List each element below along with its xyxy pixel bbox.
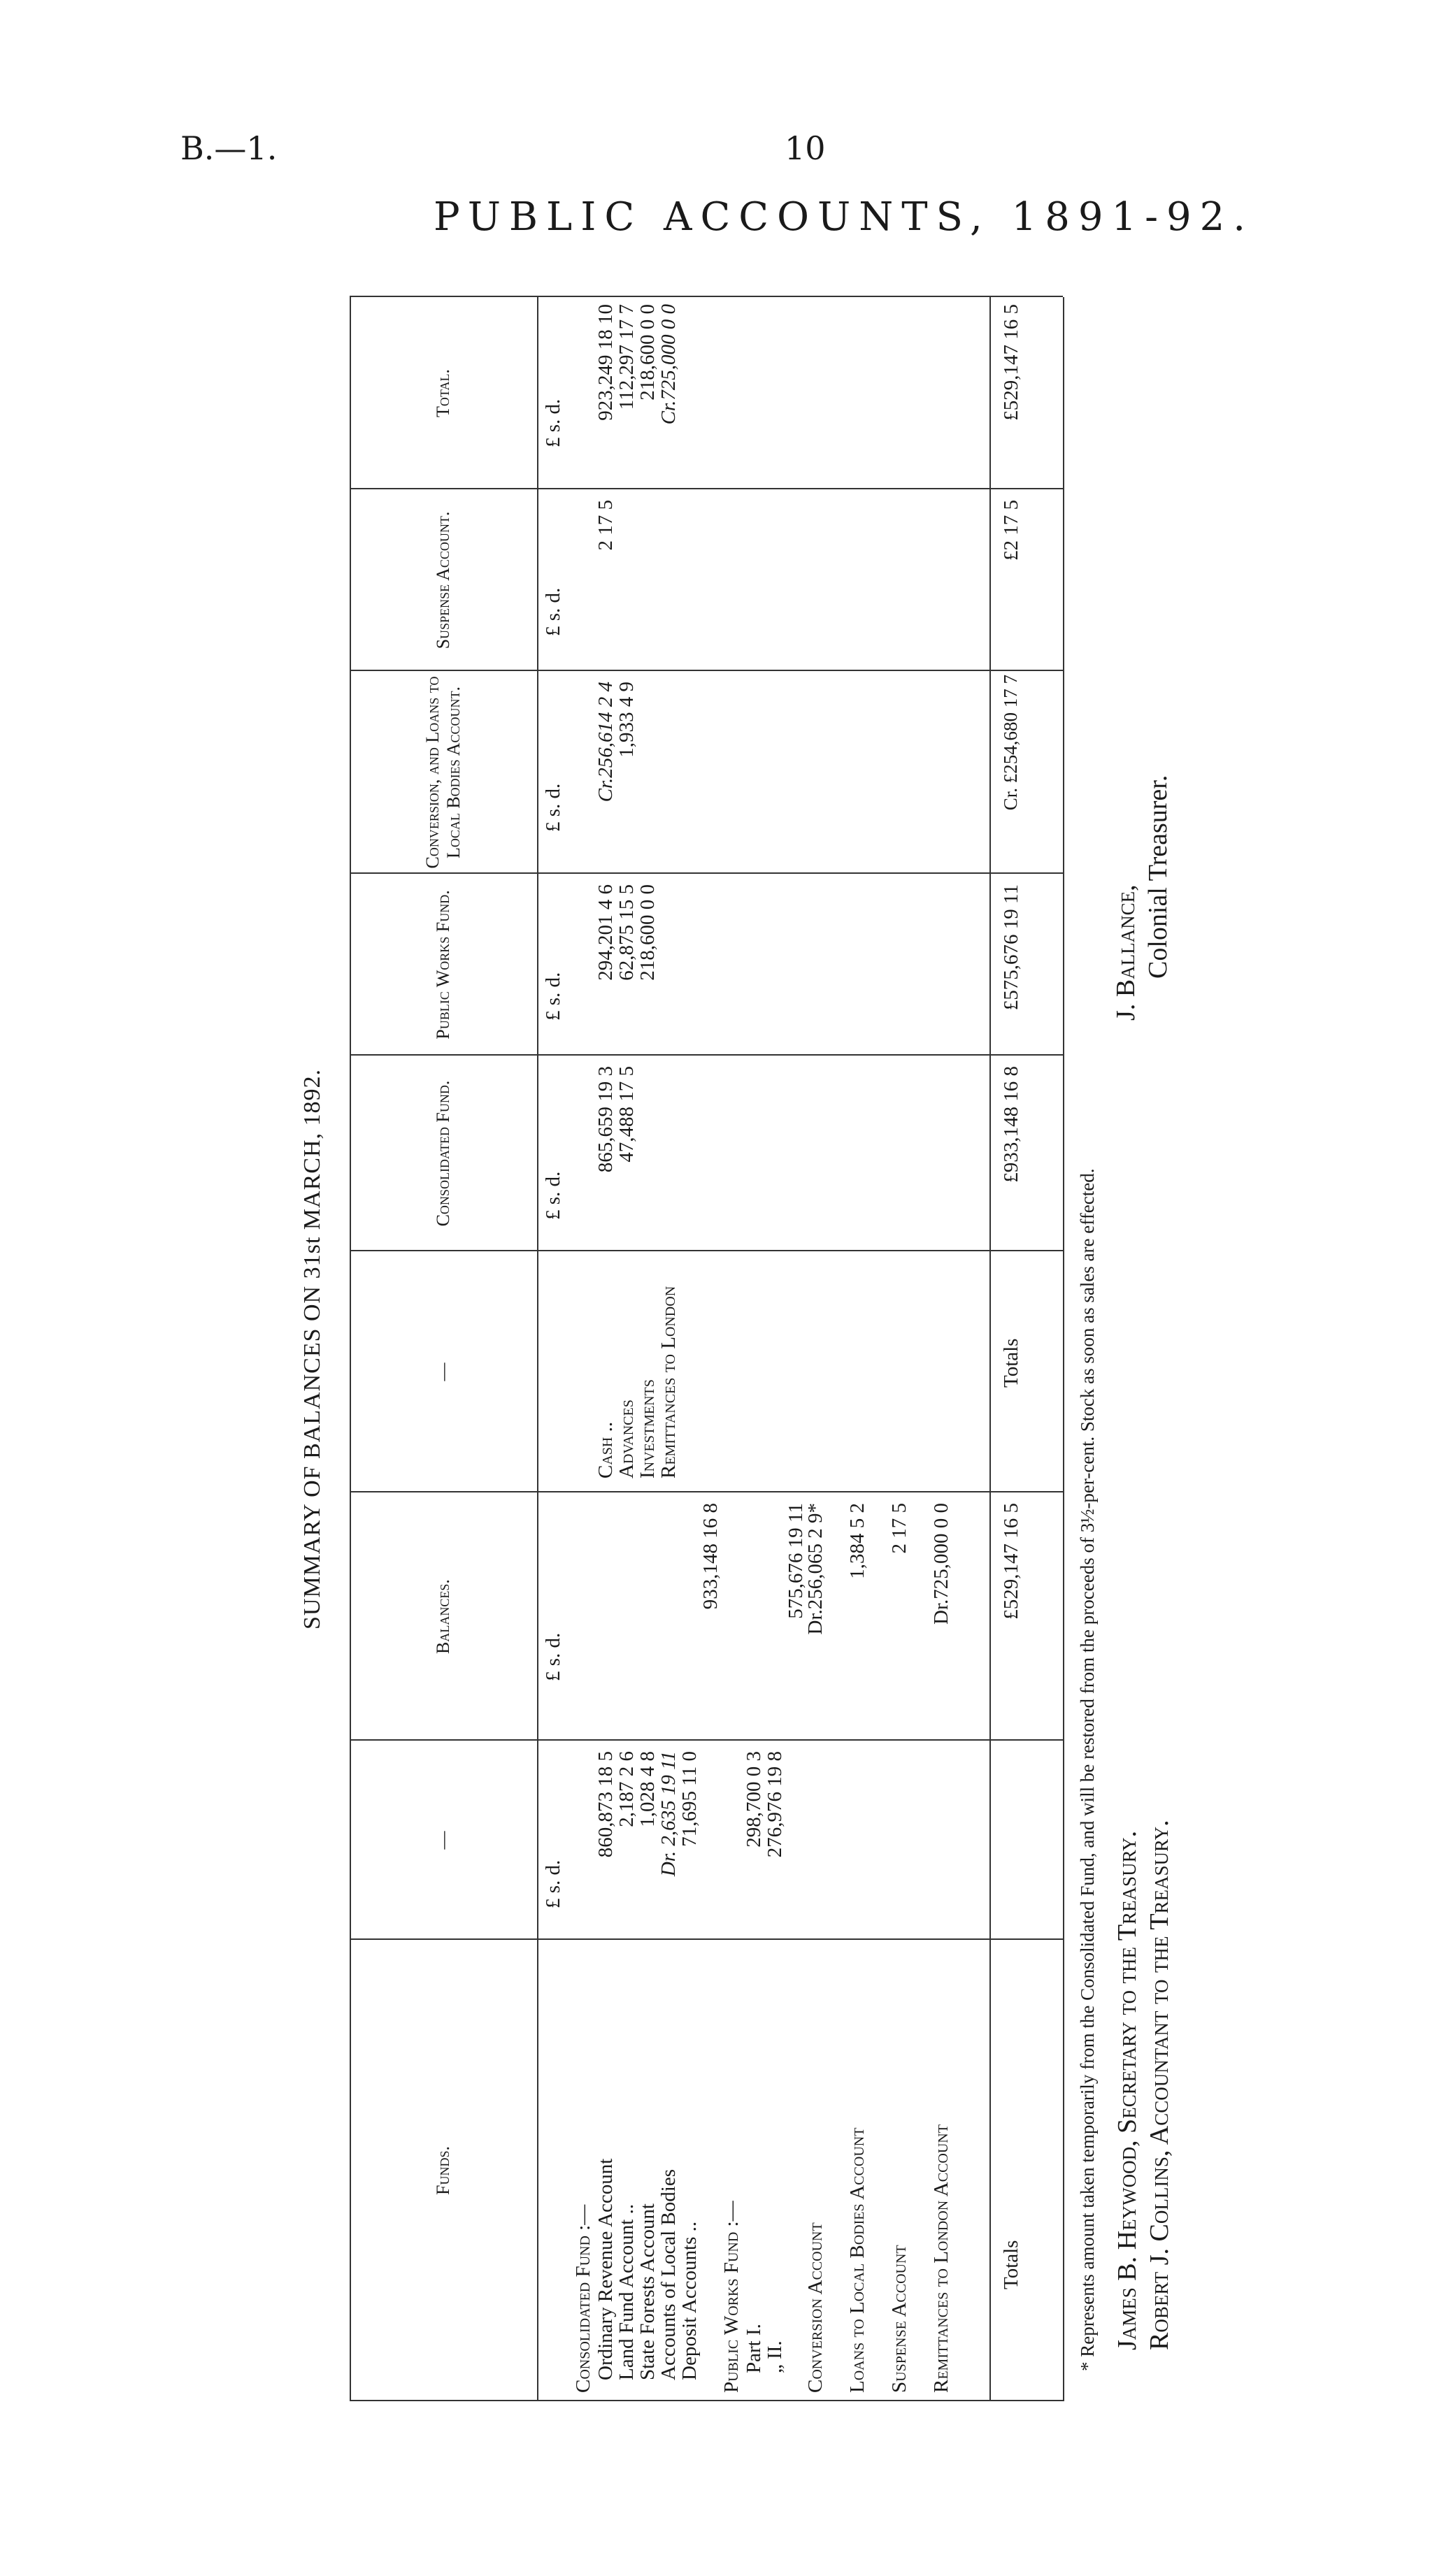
- sub-local: Dr. 2,635 19 11: [657, 1751, 680, 1877]
- page-title: PUBLIC ACCOUNTS, 1891-92.: [434, 194, 1254, 240]
- total-remittances: Cr.725,000 0 0: [657, 304, 680, 425]
- balance-conversion: Dr.256,065 2 9*: [804, 1503, 827, 1635]
- sub-deposit: 71,695 11 0: [678, 1751, 701, 1847]
- unit-label: £ s. d.: [542, 783, 564, 832]
- public-works-investments: 218,600 0 0: [636, 884, 659, 981]
- header-conversion: Conversion, and Loans to Local Bodies Account.: [422, 676, 464, 869]
- fund-ordinary: Ordinary Revenue Account: [594, 2158, 617, 2380]
- header-public-works: Public Works Fund.: [433, 890, 454, 1039]
- page-number: 10: [785, 129, 826, 167]
- unit-label: £ s. d.: [542, 398, 564, 447]
- total-advances: 112,297 17 7: [615, 304, 638, 410]
- signatures-left: [1112, 1022, 1175, 2350]
- fund-land: Land Fund Account ..: [615, 2203, 638, 2380]
- conversion-advances: 1,933 4 9: [615, 682, 638, 758]
- balance-public-works: 575,676 19 11: [785, 1503, 807, 1619]
- unit-label: £ s. d.: [542, 1171, 564, 1220]
- table-border-bottom: [1063, 297, 1064, 2401]
- conversion-cash: Cr.256,614 2 4: [594, 682, 617, 803]
- signatures-right: [1110, 182, 1174, 1021]
- unit-label: £ s. d.: [542, 972, 564, 1021]
- sub-part2: 276,976 19 8: [764, 1751, 786, 1858]
- sub-part1: 298,700 0 3: [743, 1751, 765, 1848]
- consolidated-total: £933,148 16 8: [1000, 1066, 1022, 1183]
- fund-local: Accounts of Local Bodies: [657, 2168, 680, 2380]
- suspense-total: £2 17 5: [1000, 500, 1022, 561]
- header-suspense: Suspense Account.: [433, 511, 454, 649]
- fund-public-works: Public Works Fund :—: [720, 2201, 743, 2393]
- balance-remittances: Dr.725,000 0 0: [930, 1503, 952, 1625]
- balance-suspense: 2 17 5: [888, 1503, 910, 1554]
- balance-loans: 1,384 5 2: [846, 1503, 868, 1579]
- fund-consolidated: Consolidated Fund :—: [572, 2204, 594, 2393]
- balance-consolidated: 933,148 16 8: [699, 1503, 722, 1610]
- public-works-cash: 294,201 4 6: [594, 884, 617, 981]
- footnote: * Represents amount taken temporarily from the Consolidated Fund, and will be restored from the proceeds of 3½-per-cent. Stock as soon as sales are effected.: [1077, 1168, 1098, 2371]
- asset-cash: Cash ..: [594, 1421, 617, 1478]
- asset-investments: Investments: [636, 1379, 659, 1478]
- total-investments: 218,600 0 0: [636, 304, 659, 401]
- fund-suspense: Suspense Account: [888, 2245, 910, 2393]
- table-border-top: [350, 297, 351, 2401]
- header-dash: —: [433, 1362, 454, 1381]
- consolidated-cash: 865,659 19 3: [594, 1066, 617, 1173]
- signature-heywood: James B. Heywood, Secretary to the Treasury.: [1113, 1830, 1142, 2350]
- balance-totals: £529,147 16 5: [1000, 1503, 1022, 1620]
- total-cash: 923,249 18 10: [594, 304, 617, 421]
- suspense-cash: 2 17 5: [594, 500, 617, 551]
- asset-advances: Advances: [615, 1399, 638, 1478]
- asset-totals: Totals: [1000, 1338, 1022, 1388]
- page-reference: B.—1.: [180, 129, 278, 167]
- signature-collins: Robert J. Collins, Accountant to the Treasury.: [1144, 1820, 1174, 2350]
- sub-state: 1,028 4 8: [636, 1751, 659, 1827]
- total-total: £529,147 16 5: [1000, 304, 1022, 421]
- fund-part2: „ II.: [764, 2340, 786, 2373]
- consolidated-advances: 47,488 17 5: [615, 1066, 638, 1163]
- fund-remittances: Remittances to London Account: [930, 2124, 952, 2393]
- header-funds: Funds.: [433, 2146, 454, 2195]
- asset-remittances: Remittances to London: [657, 1286, 680, 1478]
- header-rule: [537, 297, 538, 2401]
- summary-title: SUMMARY OF BALANCES ON 31st MARCH, 1892.: [299, 1069, 325, 1629]
- header-total: Total.: [433, 369, 454, 417]
- fund-deposit: Deposit Accounts ..: [678, 2221, 701, 2380]
- summary-table: [299, 297, 1063, 2401]
- fund-state: State Forests Account: [636, 2203, 659, 2380]
- fund-totals: Totals: [1000, 2240, 1022, 2289]
- public-works-advances: 62,875 15 5: [615, 884, 638, 981]
- fund-loans: Loans to Local Bodies Account: [846, 2127, 868, 2393]
- unit-label: £ s. d.: [542, 1632, 564, 1681]
- signature-ballance: J. Ballance,: [1111, 884, 1141, 1021]
- fund-conversion: Conversion Account: [804, 2222, 827, 2393]
- header-dash: —: [433, 1831, 454, 1850]
- unit-label: £ s. d.: [542, 1859, 564, 1908]
- fund-part1: Part I.: [743, 2324, 765, 2373]
- sub-ordinary: 860,873 18 5: [594, 1751, 617, 1858]
- signature-ballance-title: Colonial Treasurer.: [1143, 775, 1173, 979]
- sub-land: 2,187 2 6: [615, 1751, 638, 1827]
- public-works-total: £575,676 19 11: [1000, 884, 1022, 1011]
- header-balances: Balances.: [433, 1579, 454, 1654]
- totals-rule: [989, 297, 991, 2401]
- header-consolidated: Consolidated Fund.: [433, 1080, 454, 1227]
- conversion-total: Cr. £254,680 17 7: [1000, 675, 1021, 811]
- unit-label: £ s. d.: [542, 587, 564, 636]
